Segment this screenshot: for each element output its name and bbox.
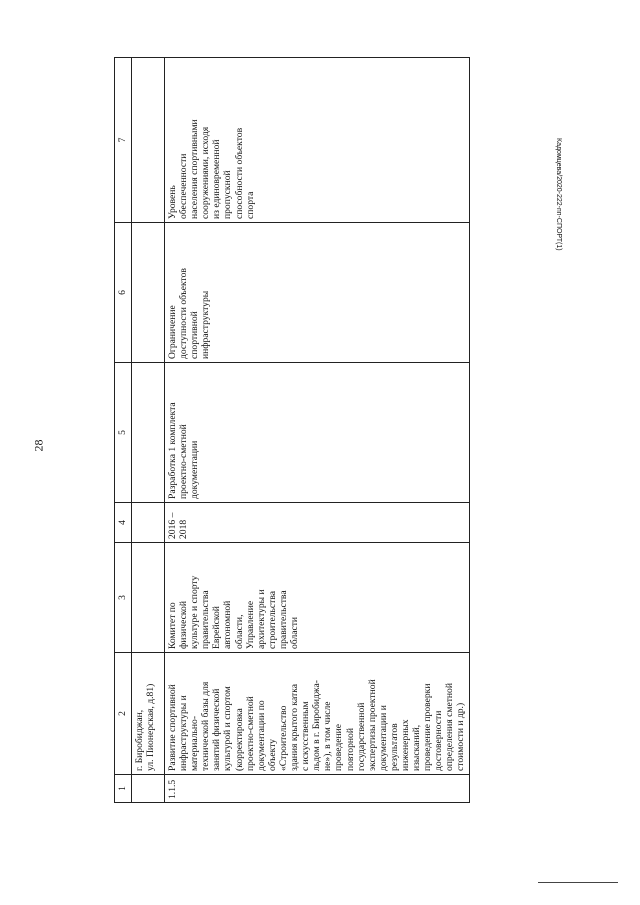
activity-cell — [165, 653, 470, 775]
cell-line: не»), в том числе — [322, 701, 334, 771]
cell-line: повторной — [344, 728, 356, 771]
cell-line: проектно-сметной — [178, 424, 190, 499]
cell-line: пропускной — [222, 170, 234, 219]
cell-line: с искусственным — [300, 701, 312, 771]
cell-line: «Строительство — [277, 705, 289, 771]
header-cell: 7 — [115, 58, 132, 223]
empty-cell — [132, 363, 165, 503]
cell-line: Управление — [244, 600, 256, 649]
city-line: г. Биробиджан, — [134, 709, 145, 771]
row-number: 1.1.5 — [165, 775, 470, 803]
cell-line: строительства — [266, 590, 278, 649]
cell-line: архитектуры и — [255, 589, 267, 649]
cell-line: объекту — [266, 738, 278, 771]
cell-line: автономной — [222, 600, 234, 649]
table-area — [114, 58, 544, 803]
cell-line: стоимости и др.) — [455, 702, 467, 771]
executor-cell — [165, 543, 470, 653]
cell-line: Комитет по — [167, 602, 178, 649]
program-table — [114, 57, 470, 803]
header-cell: 2 — [115, 653, 132, 775]
cell-line: инженерных — [399, 719, 411, 771]
cell-line: инфраструктуры и — [178, 695, 190, 771]
indicator-cell — [165, 58, 470, 223]
consequence-cell — [165, 223, 470, 363]
cell-line: спортивной — [189, 311, 201, 359]
cell-line: 2016 – — [167, 512, 178, 539]
cell-line: Ограничение — [167, 305, 178, 359]
cell-line: результатов — [388, 723, 400, 771]
cell-line: доступности объектов — [178, 268, 190, 359]
empty-cell — [132, 58, 165, 223]
cell-line: технической базы для — [200, 681, 212, 771]
cell-line: материально- — [189, 715, 201, 771]
header-cell: 3 — [115, 543, 132, 653]
cell-line: достоверности — [433, 710, 445, 771]
result-cell — [165, 363, 470, 503]
cell-line: Уровень — [167, 185, 178, 219]
cell-line: области — [289, 616, 301, 649]
cell-line: физической — [178, 601, 190, 649]
cell-line: области, — [233, 614, 245, 649]
cell-line: обеспеченности — [178, 153, 190, 219]
header-row — [115, 58, 132, 803]
cell-line: культуре и спорту — [189, 575, 201, 649]
document-code: Кадомцева/2020-222-пп-СПОРТ(1) — [555, 138, 562, 251]
header-cell: 1 — [115, 775, 132, 803]
table-rotated — [114, 58, 544, 803]
footer-rule — [538, 882, 618, 883]
cell-line: проектно-сметной — [244, 696, 256, 771]
cell-line: документации по — [255, 700, 267, 771]
header-cell: 4 — [115, 503, 132, 543]
cell-line: определения сметной — [444, 683, 456, 771]
empty-cell — [132, 775, 165, 803]
cell-line: культурой и спортом — [222, 686, 234, 771]
period-cell — [165, 503, 470, 543]
table-row — [165, 58, 470, 803]
cell-line: правительства — [200, 590, 212, 649]
cell-line: здания крытого катка — [289, 684, 301, 771]
city-line: ул. Пионерская, д.81) — [145, 683, 157, 771]
cell-line: правительства — [277, 590, 289, 649]
cell-line: занятий физической — [211, 688, 223, 771]
cell-line: изысканий, — [411, 724, 423, 771]
header-cell: 5 — [115, 363, 132, 503]
page-number: 28 — [31, 439, 46, 452]
cell-line: Разработка 1 комплекта — [167, 402, 178, 499]
city-row — [132, 58, 165, 803]
cell-line: государственной — [355, 702, 367, 771]
cell-line: Развитие спортивной — [167, 684, 178, 771]
cell-line: документации и — [377, 705, 389, 771]
header-cell: 6 — [115, 223, 132, 363]
empty-cell — [132, 503, 165, 543]
cell-line: Еврейской — [211, 606, 223, 649]
cell-line: способности объектов — [233, 127, 245, 219]
cell-line: проведение — [333, 724, 345, 771]
cell-line: инфраструктуры — [200, 290, 212, 359]
cell-line: льдом в г. Биробиджа- — [311, 680, 323, 771]
cell-line: спорта — [244, 191, 256, 219]
cell-line: из единовременной — [211, 139, 223, 219]
cell-line: (корректировка — [233, 708, 245, 771]
cell-line: документации — [189, 440, 201, 499]
cell-line: населения спортивными — [189, 119, 201, 219]
empty-cell — [132, 223, 165, 363]
cell-line: 2018 — [178, 519, 190, 539]
cell-line: экспертизы проектной — [366, 679, 378, 771]
empty-cell — [132, 543, 165, 653]
city-address-cell — [132, 653, 165, 775]
cell-line: проведение проверки — [422, 683, 434, 771]
cell-line: сооружениями, исходя — [200, 126, 212, 219]
